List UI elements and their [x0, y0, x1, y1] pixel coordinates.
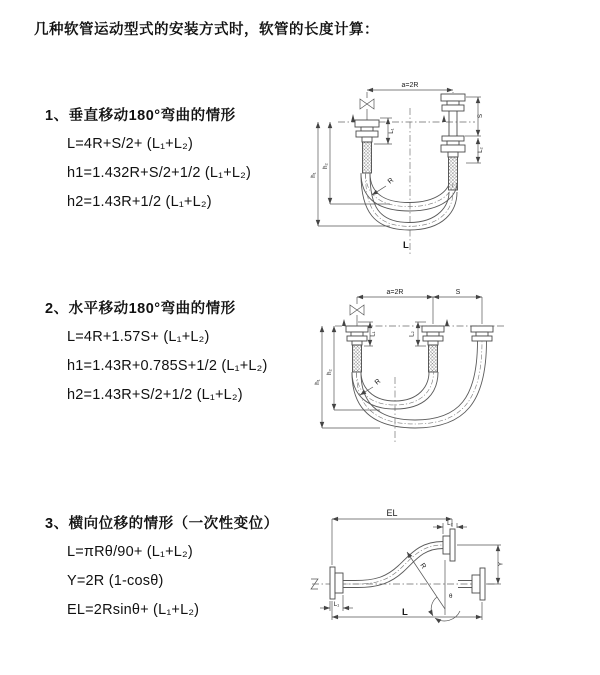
length-label: L — [403, 240, 409, 251]
angle-arc — [435, 611, 460, 621]
section-2-formulas — [67, 329, 268, 403]
braided-hose-section — [363, 142, 372, 173]
formula: h2=1.43R+1/2 (L₁+L₂) — [67, 194, 212, 210]
valve-icon — [360, 99, 374, 120]
dim-label-h1: h₁ — [314, 379, 321, 385]
page-title: 几种软管运动型式的安装方式时，软管的长度计算： — [34, 22, 379, 38]
dim-label-l1: L₁ — [369, 331, 377, 337]
dim-label-h2: h₂ — [322, 163, 329, 169]
right-pipe-lower-flange — [441, 136, 465, 190]
section-3-formulas — [67, 544, 279, 618]
dim-label-el: EL — [386, 508, 398, 518]
upper-flange — [443, 529, 455, 561]
section-2-heading: 2、水平移动180°弯曲的情形 — [45, 301, 236, 317]
formula: h1=1.432R+S/2+1/2 (L₁+L₂) — [67, 165, 252, 181]
section-1-formulas — [67, 136, 251, 210]
section-1-heading: 1、垂直移动180°弯曲的情形 — [45, 108, 236, 124]
formula: h2=1.43R+S/2+1/2 (L₁+L₂) — [67, 387, 243, 403]
left-pipe-flange — [346, 326, 368, 372]
up-arrow-icon — [445, 319, 449, 326]
valve-icon — [350, 305, 364, 326]
angle-label: θ — [449, 593, 453, 600]
dim-label-y: Y — [497, 561, 505, 567]
formula: L=πRθ/90+ (L₁+L₂) — [67, 544, 193, 560]
dim-label-a2r: a=2R — [386, 289, 404, 296]
right-pipe-flange — [471, 326, 493, 341]
angle-arc — [431, 597, 437, 616]
dim-label-s: S — [477, 113, 484, 119]
middle-pipe-flange — [422, 326, 444, 372]
dim-label-h1: h₁ — [310, 172, 317, 178]
radius-label: R — [373, 377, 383, 387]
section-3-number: 3、 — [45, 516, 69, 532]
formula: h1=1.43R+0.785S+1/2 (L₁+L₂) — [67, 358, 268, 374]
dim-label-l1: L₁ — [388, 128, 395, 134]
formula: Y=2R (1-cosθ) — [67, 573, 164, 589]
section-2-number: 2、 — [45, 301, 69, 317]
hose-u-curves — [361, 173, 457, 230]
dim-label-l2: L₂ — [477, 147, 484, 153]
dim-label-s: S — [455, 289, 461, 296]
hose-s-curve — [343, 542, 443, 588]
diagram-lateral-displacement — [300, 505, 600, 645]
dim-label-h2: h₂ — [326, 369, 333, 375]
section-2 — [45, 297, 268, 416]
up-arrow-icon — [442, 115, 446, 122]
radius-label: R — [418, 562, 427, 571]
dim-label-l2: L₂ — [447, 520, 453, 527]
left-pipe-flange — [355, 120, 379, 173]
length-label: L — [402, 607, 408, 618]
left-flange — [330, 567, 343, 599]
radius-label: R — [386, 176, 396, 186]
section-3-heading: 3、横向位移的情形（一次性变位） — [45, 516, 279, 532]
up-arrow-icon — [342, 319, 346, 326]
radius-leader — [372, 186, 386, 195]
dim-label-l1: L₁ — [333, 601, 340, 608]
up-arrow-icon — [351, 114, 355, 122]
right-pipe-upper-flange — [441, 94, 465, 136]
formula: L=4R+1.57S+ (L₁+L₂) — [67, 329, 210, 345]
diagram-vertical-180-bend — [310, 78, 582, 258]
dim-label-l2: L₂ — [408, 331, 416, 337]
dim-label-a2r: a=2R — [401, 82, 419, 89]
radius-line — [407, 552, 445, 609]
braided-hose-section — [353, 345, 362, 372]
formula: EL=2Rsinθ+ (L₁+L₂) — [67, 602, 200, 618]
formula: L=4R+S/2+ (L₁+L₂) — [67, 136, 193, 152]
section-3 — [45, 512, 279, 631]
section-1 — [45, 104, 251, 223]
section-1-number: 1、 — [45, 108, 69, 124]
braided-hose-section — [429, 345, 438, 372]
diagram-horizontal-180-bend — [310, 282, 600, 452]
hose-u-curve-far — [352, 341, 487, 428]
